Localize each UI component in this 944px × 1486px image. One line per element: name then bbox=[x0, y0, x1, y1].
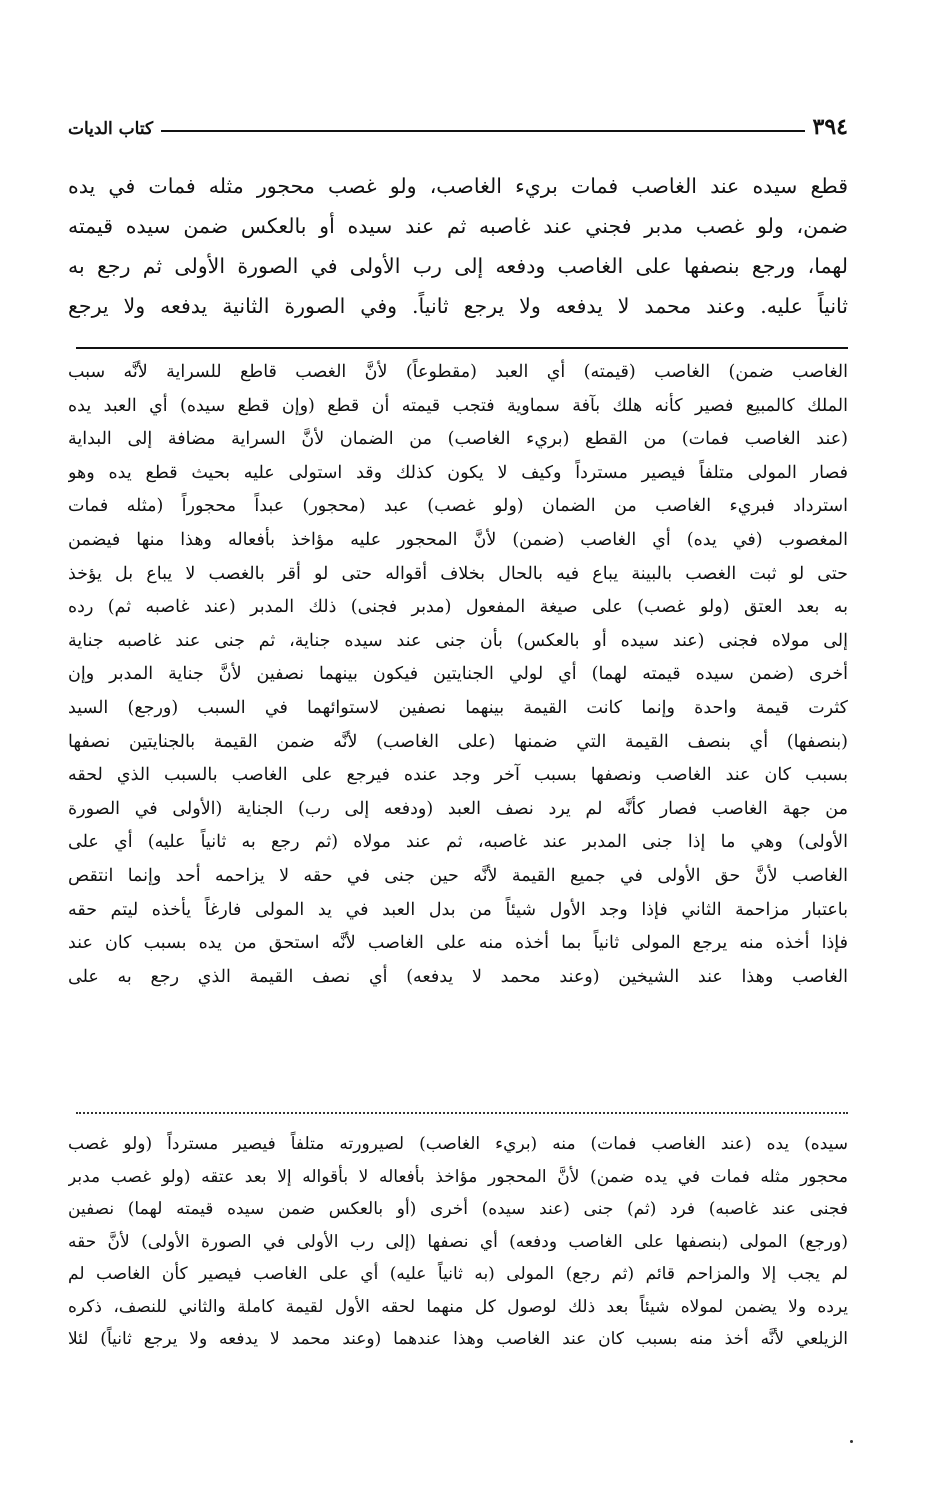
commentary-line: كثرت قيمة واحدة وإنما كانت القيمة بينهما نصفين لاستوائهما في السبب (ورجع) السيد bbox=[68, 697, 848, 718]
footnote-divider bbox=[76, 1112, 848, 1114]
commentary-line: الغاصب ضمن) الغاصب (قيمته) أي العبد (مقطوعاً) لأنَّ الغصب قاطع للسراية لأنَّه سبب bbox=[68, 362, 848, 382]
commentary-line: الغاصب وهذا عند الشيخين (وعند محمد لا يدفعه) أي نصف القيمة الذي رجع به على bbox=[68, 966, 848, 987]
section-divider bbox=[76, 347, 848, 349]
footnote-line: لم يجب إلا والمزاحم قائم (ثم رجع) المولى (به ثانياً عليه) أي على الغاصب فيصير كأن الغاصب لم bbox=[68, 1264, 848, 1284]
commentary-line: استرداد فبريء الغاصب من الضمان (ولو غصب) عبد (محجور) عبداً محجوراً (مثله فمات bbox=[68, 496, 848, 517]
footnote-line: محجور مثله فمات في يده ضمن) لأنَّ المحجور مؤاخذ بأفعاله لا بأقواله إلا بعد عتقه (ولو غصب مدبر bbox=[68, 1166, 848, 1187]
footnote-line: (ورجع) المولى (بنصفها على الغاصب ودفعه) أي نصفها (إلى رب الأولى في الصورة الأولى) لأنَّ حقه bbox=[68, 1231, 848, 1252]
commentary-line: حتى لو ثبت الغصب بالبينة يباع فيه بالحال بخلاف أقواله حتى لو أقر بالغصب لا يباع بل يؤخذ bbox=[68, 563, 848, 584]
page-number: ٣٩٤ bbox=[812, 114, 848, 140]
main-line: لهما، ورجع بنصفها على الغاصب ودفعه إلى رب الأولى في الصورة الأولى ثم رجع به bbox=[68, 254, 848, 278]
commentary-line: به بعد العتق (ولو غصب) على صيغة المفعول (مدبر فجنى) ذلك المدبر (عند غاصبه ثم) رده bbox=[68, 597, 848, 618]
main-line: قطع سيده عند الغاصب فمات بريء الغاصب، ولو غصب محجور مثله فمات في يده bbox=[68, 174, 848, 198]
main-text bbox=[68, 166, 848, 326]
commentary-line: أخرى (ضمن سيده قيمته لهما) أي لولي الجنايتين فيكون بينهما نصفين لأنَّ جناية المدبر وإن bbox=[68, 664, 848, 685]
commentary-line: بسبب كان عند الغاصب ونصفها بسبب آخر وجد عنده فيرجع على الغاصب بالسبب الذي لحقه bbox=[68, 765, 848, 786]
footnote-line: الزيلعي لأنَّه أخذ منه بسبب كان عند الغاصب وهذا عندهما (وعند محمد لا يدفعه ولا يرجع ثانياً) لئلا bbox=[68, 1329, 848, 1349]
commentary-text bbox=[68, 356, 848, 994]
page-header bbox=[68, 98, 848, 138]
commentary-line: الملك كالمبيع فصير كأنه هلك بآفة سماوية فتجب قيمته أن قطع (وإن قطع سيده) أي العبد يده bbox=[68, 395, 848, 416]
footnote-line: يرده ولا يضمن لمولاه شيئاً بعد ذلك لوصول كل منهما لحقه الأول لقيمة كاملة والثاني للنصف، ذكره bbox=[68, 1296, 848, 1317]
book-title: كتاب الديات bbox=[68, 119, 154, 139]
commentary-line: الغاصب لأنَّ حق الأولى في جميع القيمة لأنَّه حين جنى في حقه لا يزاحمه أحد وإنما انتقص bbox=[68, 865, 848, 886]
footnote-line: سيده) يده (عند الغاصب فمات) منه (بريء الغاصب) لصيرورته متلفاً فيصير مسترداً (ولو غصب bbox=[68, 1134, 848, 1154]
main-line: ثانياً عليه. وعند محمد لا يدفعه ولا يرجع ثانياً. وفي الصورة الثانية يدفعه ولا يرجع bbox=[68, 294, 848, 318]
main-line: ضمن، ولو غصب مدبر فجني عند غاصبه ثم عند سيده أو بالعكس ضمن سيده قيمته bbox=[68, 214, 848, 238]
header-rule bbox=[161, 130, 804, 132]
footnote-text bbox=[68, 1128, 848, 1356]
commentary-line: (بنصفها) أي بنصف القيمة التي ضمنها (على الغاصب) لأنَّه ضمن القيمة بالجنايتين نصفها bbox=[68, 731, 848, 752]
commentary-line: إلى مولاه فجنى (عند سيده أو بالعكس) بأن جنى عند سيده جناية، ثم جنى عند غاصبه جناية bbox=[68, 630, 848, 651]
commentary-line: باعتبار مزاحمة الثاني فإذا وجد الأول شيئاً من بدل العبد في يد المولى فارغاً يأخذه ليتم حقه bbox=[68, 899, 848, 920]
footnote-line: فجنى عند غاصبه) فرد (ثم) جنى (عند سيده) أخرى (أو بالعكس ضمن سيده قيمته لهما) نصفين bbox=[68, 1199, 848, 1219]
commentary-line: من جهة الغاصب فصار كأنَّه لم يرد نصف العبد (ودفعه إلى رب) الجناية (الأولى في الصورة bbox=[68, 798, 848, 819]
commentary-line: المغصوب (في يده) أي الغاصب (ضمن) لأنَّ المحجور عليه مؤاخذ بأفعاله وهذا منها فيضمن bbox=[68, 529, 848, 550]
commentary-line: (عند الغاصب فمات) من القطع (بريء الغاصب) من الضمان لأنَّ السراية مضافة إلى البداية bbox=[68, 429, 848, 450]
commentary-line: الأولى) وهي ما إذا جنى المدبر عند غاصبه، ثم عند مولاه (ثم رجع به ثانياً عليه) أي على bbox=[68, 832, 848, 853]
commentary-line: فإذا أخذه منه يرجع المولى ثانياً بما أخذه منه على الغاصب لأنَّه استحق من يده بسبب كان عند bbox=[68, 933, 848, 954]
ink-speck bbox=[850, 1440, 853, 1443]
commentary-line: فصار المولى متلفاً فيصير مسترداً وكيف لا يكون كذلك وقد استولى عليه بحيث قطع يده وهو bbox=[68, 462, 848, 483]
